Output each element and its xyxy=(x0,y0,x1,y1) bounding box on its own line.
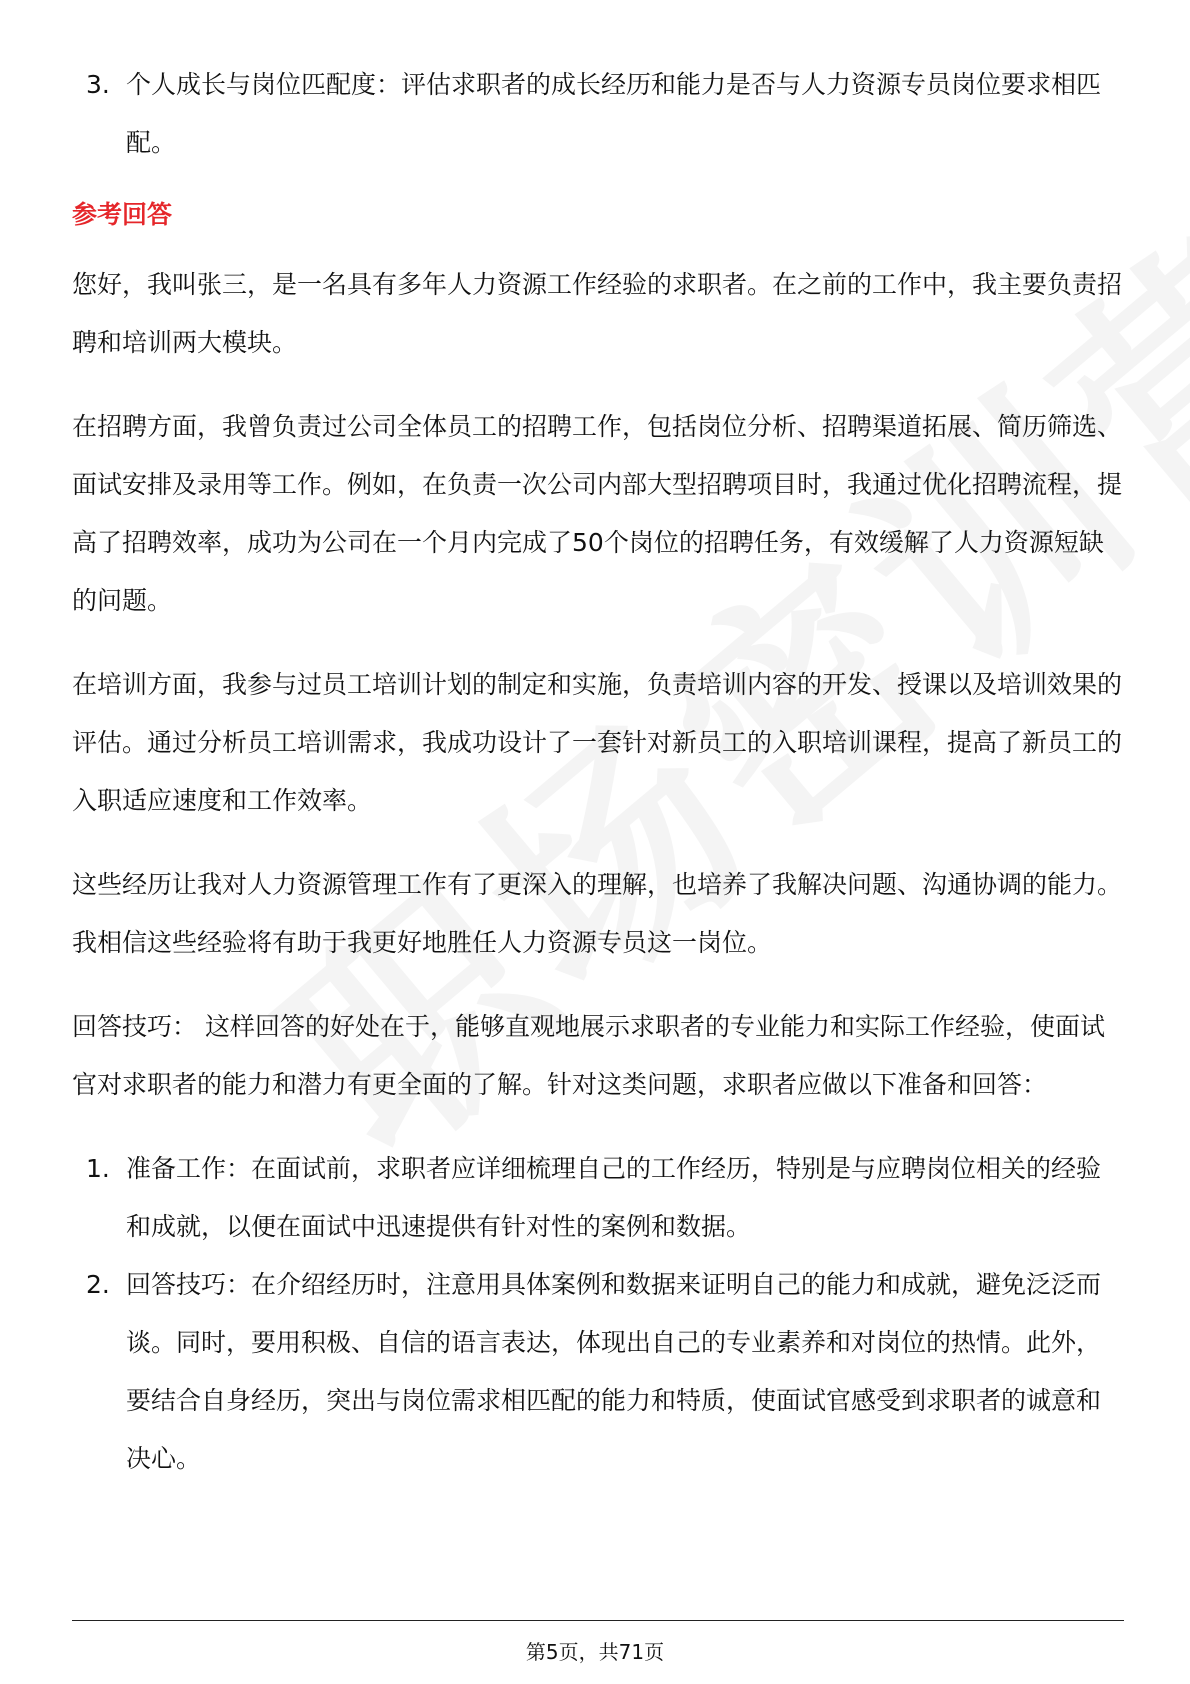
list-item-number: 2. xyxy=(86,1270,110,1299)
page-number-footer: 第5页，共71页 xyxy=(525,1640,665,1664)
section-heading-reference-answer: 参考回答 xyxy=(72,200,173,229)
list-item xyxy=(72,1256,1124,1488)
list-item-number: 1. xyxy=(86,1154,110,1183)
list-item xyxy=(72,56,1124,172)
tips-numbered-list xyxy=(72,1140,1124,1488)
list-item-number: 3. xyxy=(86,70,110,99)
top-numbered-list xyxy=(72,56,1124,172)
list-item-text: 回答技巧：在介绍经历时，注意用具体案例和数据来证明自己的能力和成就，避免泛泛而谈。同时，要用积极、自信的语言表达，体现出自己的专业素养和对岗位的热情。此外，要结合自身经历，突出与岗位需求相匹配的能力和特质，使面试官感受到求职者的诚意和决心。 xyxy=(126,1270,1102,1473)
paragraph-recruiting: 在招聘方面，我曾负责过公司全体员工的招聘工作，包括岗位分析、招聘渠道拓展、简历筛选、面试安排及录用等工作。例如，在负责一次公司内部大型招聘项目时，我通过优化招聘流程，提高了招聘效率，成功为公司在一个月内完成了50个岗位的招聘任务，有效缓解了人力资源短缺的问题。 xyxy=(72,412,1123,615)
page-content xyxy=(72,56,1124,1488)
paragraph-summary: 这些经历让我对人力资源管理工作有了更深入的理解，也培养了我解决问题、沟通协调的能力。我相信这些经验将有助于我更好地胜任人力资源专员这一岗位。 xyxy=(72,870,1123,957)
list-item xyxy=(72,1140,1124,1256)
list-item-text: 个人成长与岗位匹配度：评估求职者的成长经历和能力是否与人力资源专员岗位要求相匹配。 xyxy=(126,70,1102,157)
paragraph-intro: 您好，我叫张三，是一名具有多年人力资源工作经验的求职者。在之前的工作中，我主要负责招聘和培训两大模块。 xyxy=(72,270,1123,357)
paragraph-answer-tips: 回答技巧： 这样回答的好处在于，能够直观地展示求职者的专业能力和实际工作经验，使面试官对求职者的能力和潜力有更全面的了解。针对这类问题，求职者应做以下准备和回答： xyxy=(72,1012,1105,1099)
footer-divider xyxy=(72,1620,1124,1621)
paragraph-training: 在培训方面，我参与过员工培训计划的制定和实施，负责培训内容的开发、授课以及培训效果的评估。通过分析员工培训需求，我成功设计了一套针对新员工的入职培训课程，提高了新员工的入职适应速度和工作效率。 xyxy=(72,670,1123,815)
list-item-text: 准备工作：在面试前，求职者应详细梳理自己的工作经历，特别是与应聘岗位相关的经验和成就，以便在面试中迅速提供有针对性的案例和数据。 xyxy=(126,1154,1102,1241)
